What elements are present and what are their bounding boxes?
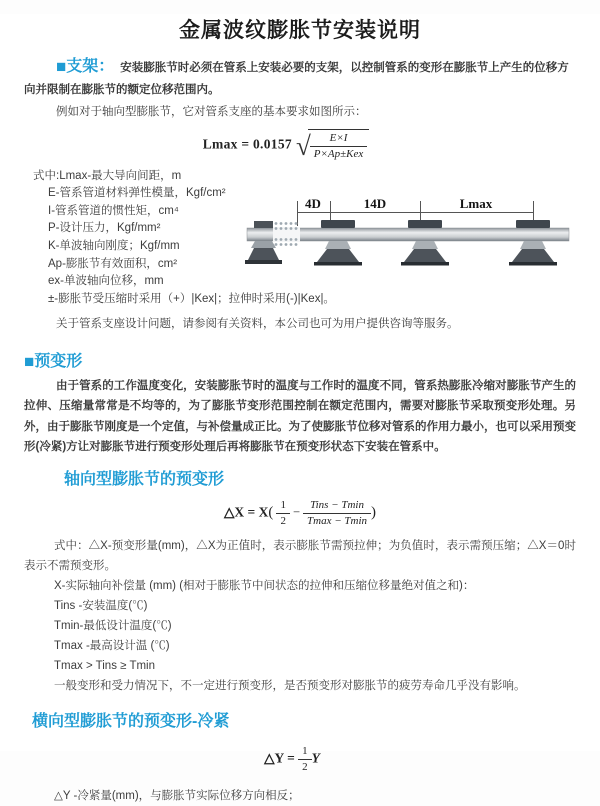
lateral-frac-num: 1 <box>298 745 312 760</box>
minus-sign: − <box>292 505 301 520</box>
guide-support <box>314 220 362 266</box>
lmax-formula-denominator: P×Ap±Kex <box>313 148 364 160</box>
symbol-definitions-region <box>33 168 600 310</box>
axial-note: X-实际轴向补偿量 (mm) (相对于膨胀节中间状态的拉伸和压缩位移量绝对值之和)： <box>54 579 475 592</box>
guide-support <box>401 220 449 266</box>
axial-preform-heading: 轴向型膨胀节的预变形 <box>64 470 225 488</box>
axial-note: Tins -安装温度(℃) <box>54 599 148 612</box>
dimension-label-14d: 14D <box>363 195 387 211</box>
section-square-icon: ■ <box>24 351 35 371</box>
open-paren: ( <box>268 504 274 521</box>
axial-frac1-num: 1 <box>276 499 290 514</box>
axial-formula <box>224 499 376 528</box>
dimension-label-4d: 4D <box>305 195 321 211</box>
close-paren: ) <box>371 504 376 521</box>
axial-frac2-num: Tins − Tmin <box>303 499 371 514</box>
lmax-formula <box>203 129 370 162</box>
support-closing-line: 关于管系支座设计问题，请参阅有关资料，本公司也可为用户提供咨询等服务。 <box>56 317 459 330</box>
pipe-support-diagram <box>245 192 579 286</box>
axial-frac2-den: Tmax − Tmin <box>307 514 367 527</box>
axial-note: Tmax -最高设计温 (℃) <box>54 639 170 652</box>
lateral-formula <box>264 745 320 774</box>
axial-note: 式中：△X-预变形量(mm)，△X为正值时，表示膨胀节需预拉伸；为负值时，表示需预压缩；△X＝0时表示不需预变形。 <box>24 539 576 572</box>
definition-line: K-单波轴向刚度；Kgf/mm <box>48 240 180 253</box>
lmax-formula-lhs: Lmax = 0.0157 <box>202 136 292 152</box>
axial-note: Tmax > Tins ≥ Tmin <box>54 659 155 672</box>
definition-line: I-管系管道的惯性矩，cm⁴ <box>48 204 179 217</box>
axial-note: 一般变形和受力情况下，不一定进行预变形，是否预变形对膨胀节的疲劳寿命几乎没有影响。 <box>54 679 526 692</box>
definition-line: ±-膨胀节受压缩时采用（+）|Kex|；拉伸时采用(-)|Kex|。 <box>48 292 335 305</box>
lmax-formula-numerator: E×I <box>310 132 368 147</box>
document-page <box>0 14 600 802</box>
preform-section-heading: 预变形 <box>34 352 83 370</box>
axial-note: Tmin-最低设计温度(℃) <box>54 619 172 632</box>
lateral-preform-heading: 横向型膨胀节的预变形-冷紧 <box>32 712 230 730</box>
lateral-frac-den: 2 <box>302 760 308 773</box>
support-intro-text: 安装膨胀节时必须在管系上安装必要的支架，以控制管系的变形在膨胀节上产生的位移方向并限制在膨胀节的额定位移范围内。 <box>24 62 569 96</box>
support-section-intro <box>24 56 576 101</box>
definition-line: Ap-膨胀节有效面积，cm² <box>48 257 178 270</box>
page-title: 金属波纹膨胀节安装说明 <box>179 19 421 42</box>
support-section-heading: 支架： <box>66 58 115 75</box>
sqrt-radical-icon: √ <box>295 130 311 161</box>
definition-line: P-设计压力，Kgf/mm² <box>48 222 161 235</box>
definition-line: E-管系管道材料弹性模量，Kgf/cm² <box>48 187 226 200</box>
preform-body-paragraph: 由于管系的工作温度变化，安装膨胀节时的温度与工作时的温度不同，管系热膨胀冷缩对膨胀节产生的拉伸、压缩量常常是不均等的，为了膨胀节变形范围控制在额定范围内，需要对膨胀节采取预变形处理。另外，由于膨胀节刚度是一个定值，与补偿量成正比。为了使膨胀节位移对管系的作用力最小，也可以采用预变形(冷紧)方让对膨胀节进行预变形处理后再将膨胀节在预变形状态下安装在管系中。 <box>24 379 576 454</box>
lateral-formula-rhs: Y <box>311 750 320 766</box>
axial-frac1-den: 2 <box>280 514 286 527</box>
support-example-line: 例如对于轴向型膨胀节，它对管系支座的基本要求如图所示： <box>56 106 367 118</box>
lateral-formula-lhs: △Y = <box>264 750 295 766</box>
axial-formula-lhs: △X = X <box>224 504 269 520</box>
guide-support <box>509 220 557 266</box>
definition-line: 式中:Lmax-最大导向间距，m <box>33 169 182 182</box>
section-square-icon: ■ <box>56 57 67 76</box>
bellows-icon <box>273 222 300 246</box>
dimension-label-lmax: Lmax <box>459 195 493 211</box>
preform-section-heading-line <box>24 351 576 374</box>
definition-line: ex-单波轴向位移，mm <box>48 275 164 288</box>
lateral-note: △Y -冷紧量(mm)，与膨胀节实际位移方向相反； <box>54 789 300 802</box>
